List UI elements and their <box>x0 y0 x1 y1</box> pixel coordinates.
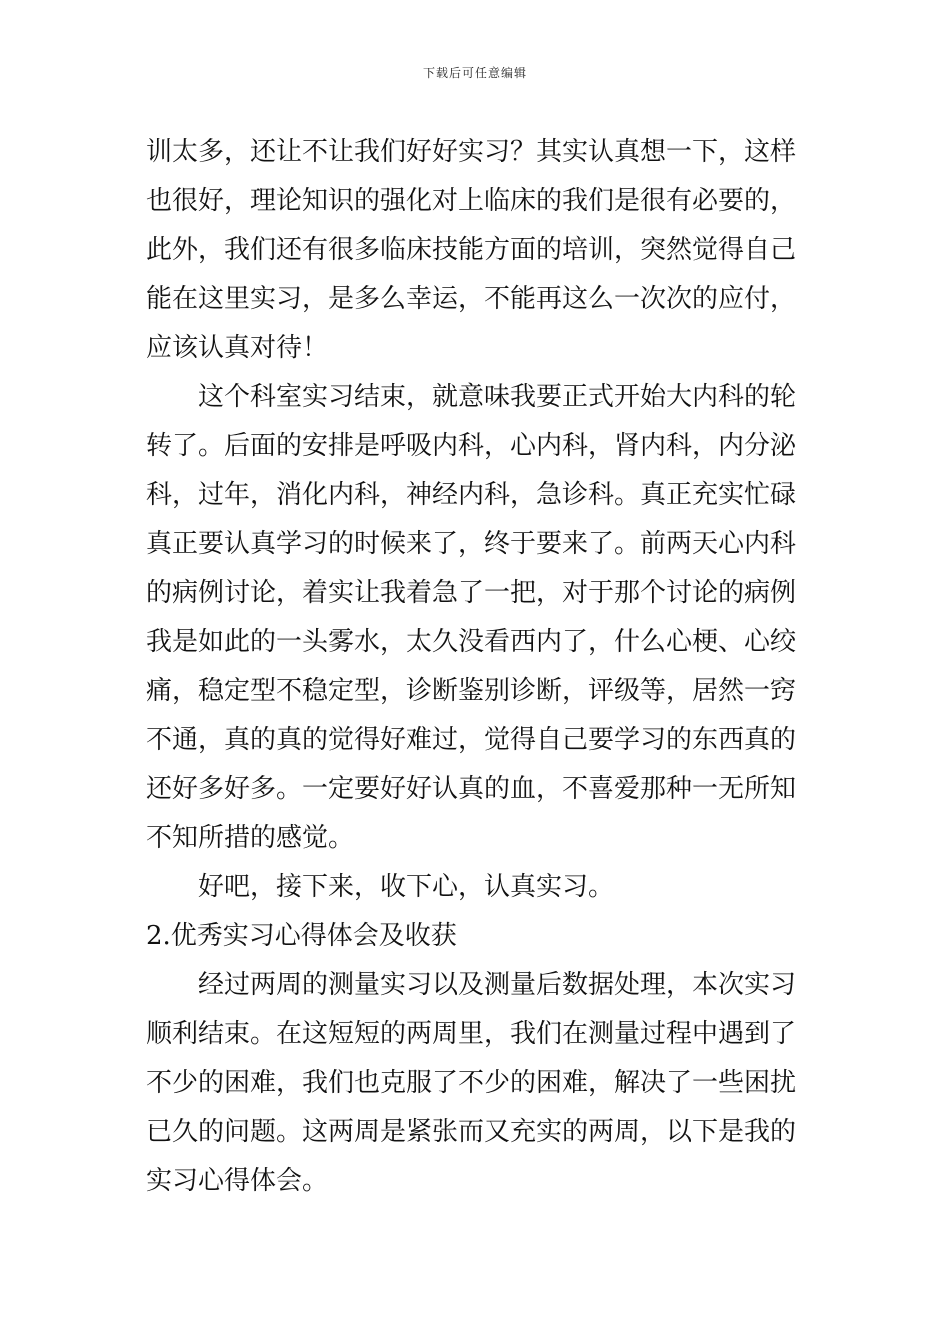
text-line: 不知所措的感觉。 <box>146 823 355 853</box>
text-line: 这个科室实习结束，就意味我要正式开始大内科的轮 <box>198 382 797 412</box>
text-line: 应该认真对待！ <box>146 333 329 363</box>
text-line: 科，过年，消化内科，神经内科，急诊科。真正充实忙碌 <box>146 480 797 510</box>
document-body <box>146 128 806 1206</box>
text-line: 的病例讨论，着实让我着急了一把，对于那个讨论的病例 <box>146 578 797 608</box>
text-line: 还好多好多。一定要好好认真的血，不喜爱那种一无所知 <box>146 774 797 804</box>
text-line: 不少的困难，我们也克服了不少的困难，解决了一些困扰 <box>146 1068 797 1098</box>
text-line: 也很好，理论知识的强化对上临床的我们是很有必要的， <box>146 186 797 216</box>
page-header: 下载后可任意编辑 <box>422 66 527 80</box>
text-line: 2.优秀实习心得体会及收获 <box>146 921 457 951</box>
text-line: 不通，真的真的觉得好难过，觉得自己要学习的东西真的 <box>146 725 797 755</box>
text-line: 实习心得体会。 <box>146 1166 329 1196</box>
text-line: 痛，稳定型不稳定型，诊断鉴别诊断，评级等，居然一窍 <box>146 676 797 706</box>
text-line: 我是如此的一头雾水，太久没看西内了，什么心梗、心绞 <box>146 627 797 657</box>
text-line: 好吧，接下来，收下心，认真实习。 <box>198 872 615 902</box>
text-line: 转了。后面的安排是呼吸内科，心内科，肾内科，内分泌 <box>146 431 797 461</box>
text-line: 训太多，还让不让我们好好实习？其实认真想一下，这样 <box>146 137 797 167</box>
text-line: 真正要认真学习的时候来了，终于要来了。前两天心内科 <box>146 529 797 559</box>
text-line: 经过两周的测量实习以及测量后数据处理，本次实习 <box>198 970 797 1000</box>
text-line: 顺利结束。在这短短的两周里，我们在测量过程中遇到了 <box>146 1019 797 1049</box>
text-line: 已久的问题。这两周是紧张而又充实的两周，以下是我的 <box>146 1117 797 1147</box>
text-line: 能在这里实习，是多么幸运，不能再这么一次次的应付， <box>146 284 797 314</box>
text-line: 此外，我们还有很多临床技能方面的培训，突然觉得自己 <box>146 235 797 265</box>
